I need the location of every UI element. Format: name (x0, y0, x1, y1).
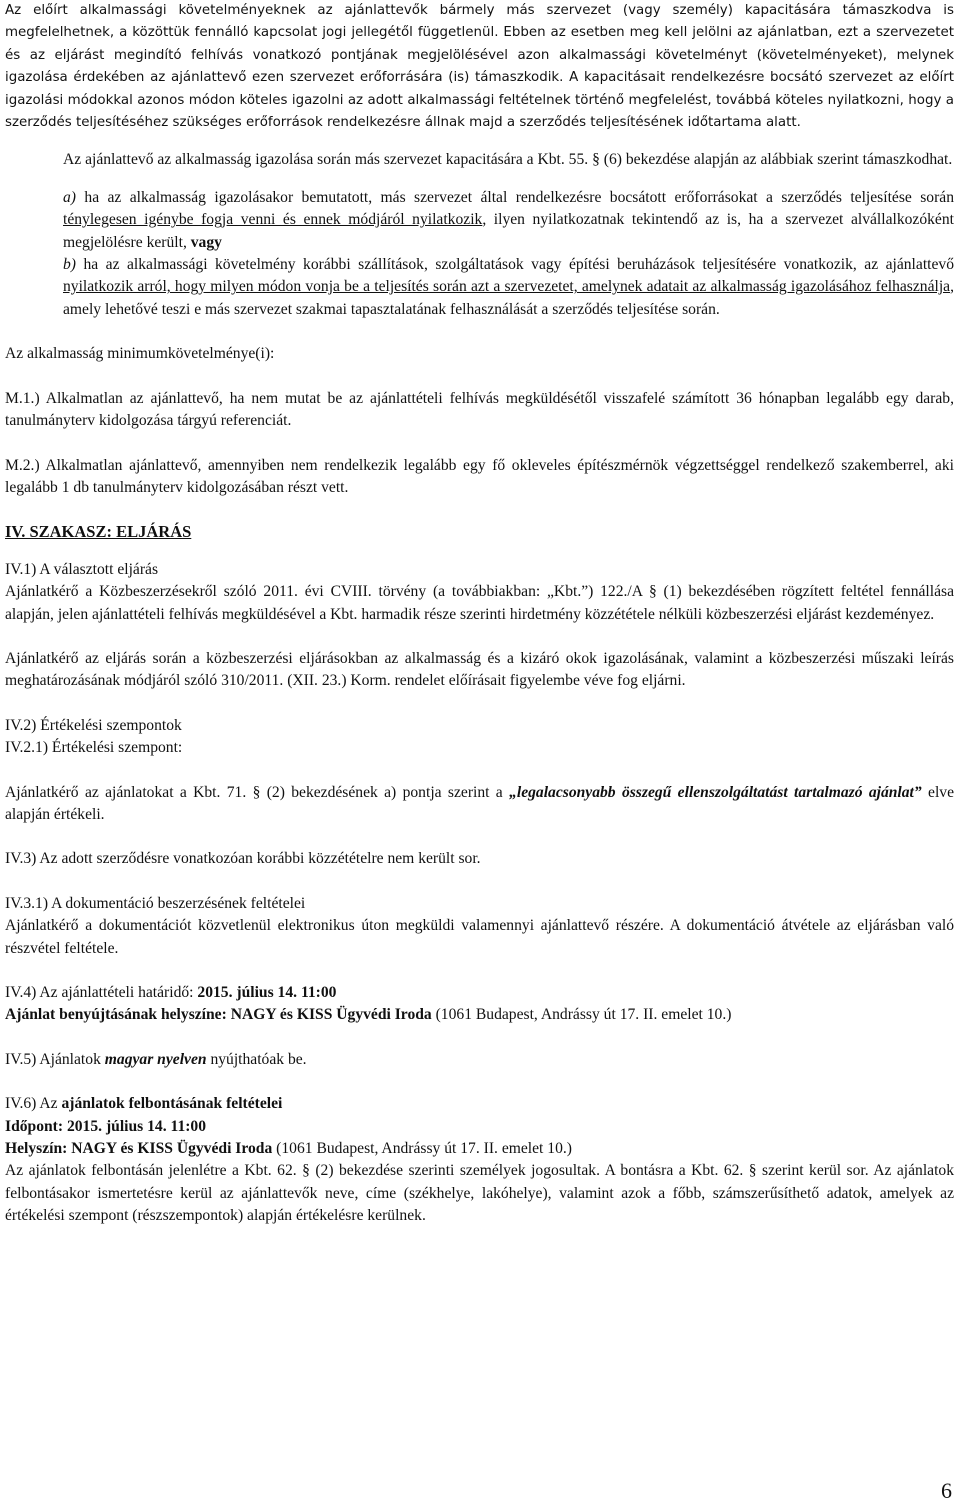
page-number: 6 (941, 1478, 952, 1503)
requirement-m1: M.1.) Alkalmatlan az ajánlattevő, ha nem mutat be az ajánlattételi felhívás megküldésétől visszafelé számított 36 hónapban legalább egy darab, tanulmányterv kidolgozása tárgyú referenciát. (5, 389, 954, 430)
section-iv1-text: Ajánlatkérő a Közbeszerzésekről szóló 2011. évi CVIII. törvény (a továbbiakban: „Kbt.”) 122./A § (1) bekezdésében rögzített feltétel fennállása alapján, jelen ajánlattételi felhívás megküldésével a Kbt. harmadik része szerinti hirdetmény közzététele nélküli közbeszerzési eljárást kezdeményez. (5, 583, 954, 623)
section-iv3: IV.3) Az adott szerződésre vonatkozóan korábbi közzétételre nem került sor. (5, 850, 481, 868)
section-iv2-title: IV.2) Értékelési szempontok (5, 716, 182, 734)
list-item-b: b) ha az alkalmassági követelmény korábbi szállítások, szolgáltatások vagy építési beruházások teljesítésére vonatkozik, az ajánlattevő nyilatkozik arról, hogy milyen módon vonja be a teljesítés során azt a szervezetet, amelynek adatait az alkalmasság igazolásához felhasználja, amely lehetővé teszi e más szervezet szakmai tapasztalatának felhasználását a szerződés teljesítése során. (63, 256, 954, 318)
section-iv21-text: Ajánlatkérő az ajánlatokat a Kbt. 71. § (2) bekezdésének a) pontja szerint a „legalacsonyabb összegű ellenszolgáltatást tartalmazó ajánlat” elve alapján értékeli. (5, 783, 954, 823)
requirement-m2: M.2.) Alkalmatlan ajánlattevő, amennyiben nem rendelkezik legalább egy fő okleveles építészmérnök végzettséggel rendelkező szakemberrel, aki legalább 1 db tanulmányterv kidolgozásában részt vett. (5, 456, 954, 496)
item-letter: a) (63, 188, 76, 206)
item-letter: b) (63, 256, 76, 274)
section-iv1-title: IV.1) A választott eljárás (5, 560, 159, 578)
min-requirements-title: Az alkalmasság minimumkövetelménye(i): (5, 345, 275, 363)
section-iv6-time: Időpont: 2015. július 14. 11:00 (5, 1117, 207, 1135)
section-iv6-place: Helyszín: NAGY és KISS Ügyvédi Iroda (1061 Budapest, Andrássy út 17. II. emelet 10.) (5, 1140, 572, 1158)
capacity-paragraph: Az ajánlattevő az alkalmasság igazolása során más szervezet kapacitására a Kbt. 55. § (6) bekezdése alapján az alábbiak szerint támaszkodhat. (63, 151, 953, 169)
section-iv5: IV.5) Ajánlatok magyar nyelven nyújthatóak be. (5, 1050, 307, 1068)
section-iv31-title: IV.3.1) A dokumentáció beszerzésének feltételei (5, 894, 306, 912)
section-iv6-text: Az ajánlatok felbontásán jelenlétre a Kbt. 62. § (2) bekezdése szerinti személyek jogosultak. A bontásra a Kbt. 62. § szerint kerül sor. Az ajánlatok felbontásakor ismertetésre kerül az ajánlattevők neve, címe (székhelye, lakóhelye), valamint azok a főbb, számszerűsíthető adatok, amelyek az értékelési szempont (részszempontok) alapján értékelésre kerülnek. (5, 1162, 954, 1225)
section-iv4-deadline: IV.4) Az ajánlattételi határidő: 2015. július 14. 11:00 (5, 984, 337, 1001)
section-iv21-title: IV.2.1) Értékelési szempont: (5, 739, 183, 757)
intro-paragraph: Az előírt alkalmassági követelményeknek az ajánlattevők bármely más szervezet (vagy személy) kapacitására támaszkodva is megfelelhetnek, a közöttük fennálló kapcsolat jogi jellegétől függetlenül. Ebben az esetben meg kell jelölni az ajánlatban, ezt a szervezetet és az eljárást megindító felhívás vonatkozó pontjának megjelölésével azon alkalmassági követelményt (követelményeket), melynek igazolása érdekében az ajánlattevő ezen szervezet erőforrására (is) támaszkodik. A kapacitásait rendelkezésre bocsátó szervezet az előírt igazolási módokkal azonos módon köteles igazolni az adott alkalmassági feltételnek történő megfelelést, továbbá köteles nyilatkozni, hogy a szerződés teljesítéséhez szükséges erőforrások rendelkezésre állnak majd a szerződés teljesítésének időtartama alatt. (5, 3, 954, 131)
section-iv31-text: Ajánlatkérő a dokumentációt közvetlenül elektronikus úton megküldi valamennyi ajánlattevő részére. A dokumentáció átvétele az eljárásban való részvétel feltétele. (5, 917, 954, 957)
section-heading: IV. SZAKASZ: ELJÁRÁS (5, 522, 192, 542)
list-item-a: a) ha az alkalmasság igazolásakor bemutatott, más szervezet által rendelkezésre bocsátott erőforrásokat a szerződés teljesítése során ténylegesen igénybe fogja venni és ennek módjáról nyilatkozik, ilyen nyilatkozatnak tekintendő az is, ha a szervezet alvállalkozóként megjelölésre került, vagy (63, 188, 954, 251)
section-iv4-place: Ajánlat benyújtásának helyszíne: NAGY és KISS Ügyvédi Iroda (1061 Budapest, Andrássy út 17. II. emelet 10.) (5, 1006, 732, 1024)
section-iv1-regulation: Ajánlatkérő az eljárás során a közbeszerzési eljárásokban az alkalmasság és a kizáró okok igazolásának, valamint a közbeszerzési műszaki leírás meghatározásának módjáról szóló 310/2011. (XII. 23.) Korm. rendelet előírásait figyelembe véve fog eljárni. (5, 649, 954, 690)
section-iv6-title: IV.6) Az ajánlatok felbontásának feltételei (5, 1095, 283, 1113)
document-page (5, 0, 954, 1228)
